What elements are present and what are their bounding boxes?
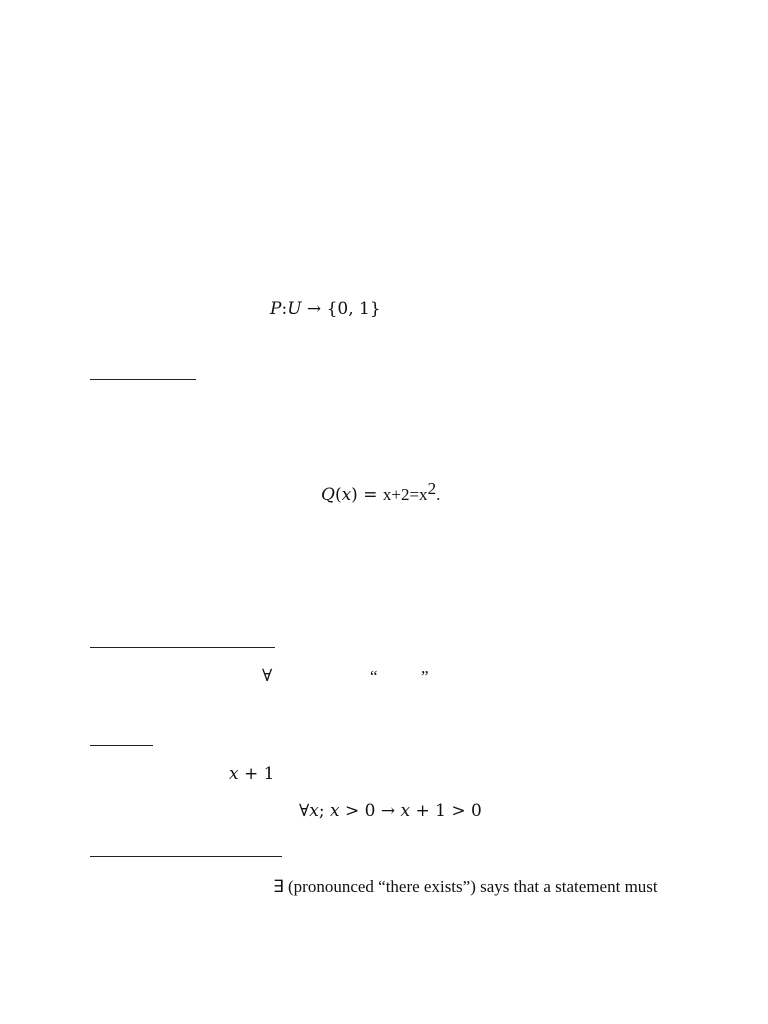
section-rule-1 [90,379,196,380]
greater-than-zero-implies: > 0 → [339,801,401,821]
x-plus-one-formula [229,766,274,783]
plus-one: + 1 [238,764,275,784]
close-paren: ) [351,485,358,505]
q-rhs: x+2=x [382,485,428,504]
close-quote: ” [421,667,429,686]
plus-one-greater-than-zero: + 1 > 0 [410,801,482,821]
section-rule-2 [90,647,275,648]
open-paren: ( [334,485,342,505]
colon: : [281,299,288,319]
section-rule-4 [90,856,282,857]
q-definition-formula [321,479,441,505]
universe-u: U [287,299,302,319]
period: . [436,485,441,504]
predicate-p: P [270,299,282,319]
open-quote: “ [370,667,378,686]
section-rule-3 [90,745,153,746]
variable-x: x [309,801,319,821]
predicate-q: Q [321,485,335,505]
codomain: {0, 1} [326,299,381,319]
variable-x: x [229,764,239,784]
exists-paragraph-line: ∃ (pronounced “there exists”) says that a statement must [273,877,658,896]
variable-x: x [341,485,352,505]
forall-quantifier: ∀ [299,801,310,821]
exponent: 2 [427,479,437,498]
equals: = [357,485,383,505]
variable-x: x [330,801,340,821]
universal-example-formula [299,803,482,820]
predicate-map-formula [270,301,381,318]
semicolon: ; [318,801,330,821]
arrow: → [301,299,327,319]
variable-x: x [400,801,411,821]
forall-symbol: ∀ [262,666,273,686]
